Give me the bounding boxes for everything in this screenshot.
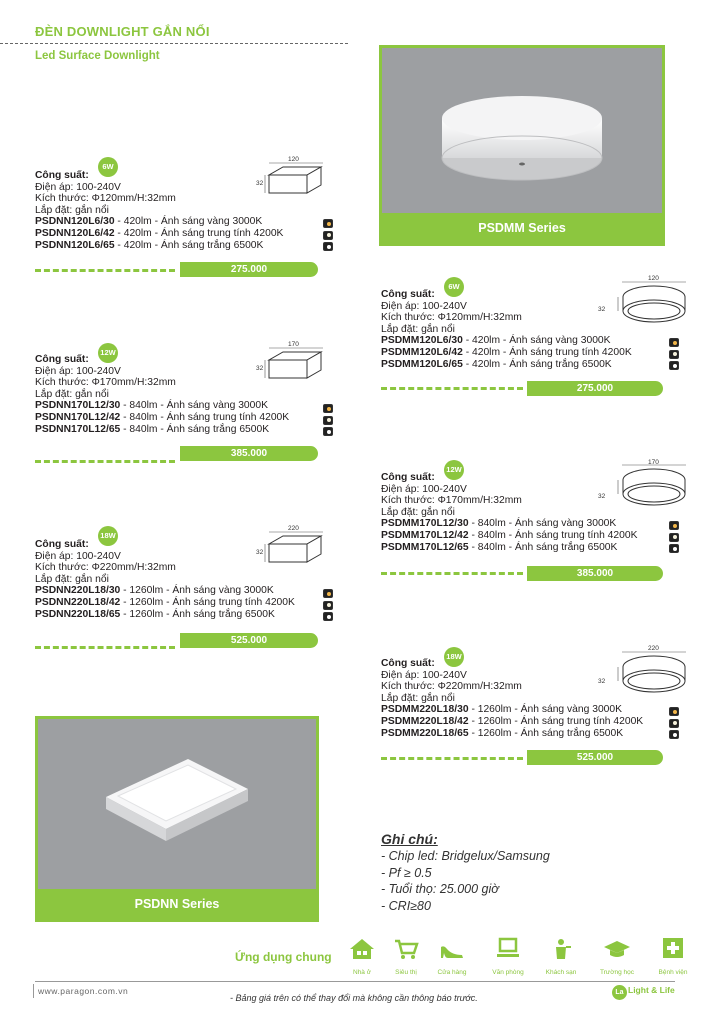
warm-light-icon	[669, 707, 679, 716]
model-row	[381, 716, 643, 728]
cool-light-icon	[669, 361, 679, 370]
warm-light-icon	[323, 589, 333, 598]
model-desc: - 420lm - Ánh sáng trắng 6500K	[462, 358, 612, 370]
voltage-text: Điện áp: 100-240V	[35, 550, 121, 562]
model-code: PSDNN220L18/65	[35, 608, 121, 620]
model-code: PSDMM120L6/42	[381, 346, 463, 358]
model-code: PSDMM170L12/65	[381, 541, 469, 553]
model-row	[35, 609, 295, 621]
application-label: Nhà ở	[353, 969, 371, 976]
voltage-text: Điện áp: 100-240V	[35, 365, 121, 377]
cool-light-icon	[323, 612, 333, 621]
website-link[interactable]: www.paragon.com.vn	[38, 986, 129, 996]
wattage-badge: 12W	[98, 343, 118, 363]
dim-width: 170	[648, 459, 659, 466]
size-text: Kích thước: Φ120mm/H:32mm	[35, 193, 176, 205]
psdnn-series-label: PSDNN Series	[38, 889, 316, 919]
dashed-separator	[381, 757, 523, 760]
round-dimension-drawing	[612, 274, 690, 336]
model-row	[381, 359, 632, 371]
wattage-badge: 6W	[98, 157, 118, 177]
model-row	[35, 216, 283, 228]
color-temp-swatches	[323, 589, 335, 624]
model-code: PSDNN220L18/30	[35, 585, 121, 597]
warm-light-icon	[669, 521, 679, 530]
price-tag: 525.000	[527, 750, 663, 765]
size-text: Kích thước: Φ170mm/H:32mm	[35, 377, 176, 389]
voltage-text: Điện áp: 100-240V	[381, 483, 467, 495]
color-temp-swatches	[669, 338, 681, 373]
model-code: PSDNN170L12/65	[35, 423, 121, 435]
wattage-badge: 18W	[98, 526, 118, 546]
model-desc: - 420lm - Ánh sáng trung tính 4200K	[114, 227, 284, 239]
wattage-badge: 18W	[444, 647, 464, 667]
round-dimension-drawing	[612, 644, 690, 706]
warm-light-icon	[669, 338, 679, 347]
model-desc: - 1260lm - Ánh sáng vàng 3000K	[120, 585, 274, 597]
warm-light-icon	[323, 404, 333, 413]
dim-width: 120	[288, 156, 299, 163]
model-row	[381, 518, 637, 530]
mount-text: Lắp đặt: gắn nổi	[381, 506, 455, 518]
mount-text: Lắp đặt: gắn nổi	[381, 692, 455, 704]
color-temp-swatches	[323, 404, 335, 439]
hotel-staff-icon	[547, 937, 575, 961]
applications-title: Ứng dụng chung	[235, 950, 332, 964]
application-label: Văn phòng	[492, 969, 524, 976]
dim-width: 170	[288, 341, 299, 348]
model-code: PSDMM220L18/30	[381, 704, 469, 716]
price-tag: 275.000	[527, 381, 663, 396]
dim-height: 32	[598, 306, 606, 313]
dashed-separator	[35, 646, 175, 649]
model-desc: - 840lm - Ánh sáng trắng 6500K	[468, 541, 618, 553]
psdmm-spec-12w	[381, 472, 637, 553]
model-row	[381, 335, 632, 347]
model-desc: - 1260lm - Ánh sáng trắng 6500K	[468, 727, 624, 739]
office-desk-icon	[494, 937, 522, 961]
cool-light-icon	[669, 730, 679, 739]
application-hotel	[535, 937, 587, 976]
price-tag: 525.000	[180, 633, 318, 648]
notes-block	[381, 830, 550, 914]
model-desc: - 840lm - Ánh sáng trắng 6500K	[120, 423, 270, 435]
application-label: Siêu thị	[395, 969, 417, 976]
dim-height: 32	[256, 549, 264, 556]
mount-text: Lắp đặt: gắn nổi	[35, 573, 109, 585]
model-code: PSDMM170L12/30	[381, 518, 469, 530]
psdnn-spec-12w	[35, 354, 289, 435]
round-downlight-image	[382, 48, 662, 213]
model-code: PSDNN170L12/42	[35, 411, 121, 423]
model-row	[381, 347, 632, 359]
model-desc: - 840lm - Ánh sáng vàng 3000K	[468, 518, 617, 530]
model-row	[35, 597, 295, 609]
model-row	[35, 228, 283, 240]
graduation-cap-icon	[603, 937, 631, 961]
application-label: Khách sạn	[545, 969, 577, 976]
price-tag: 275.000	[180, 262, 318, 277]
neutral-light-icon	[323, 231, 333, 240]
cool-light-icon	[323, 427, 333, 436]
power-label: Công suất:	[35, 539, 89, 550]
dashed-separator	[381, 387, 523, 390]
model-desc: - 840lm - Ánh sáng trung tính 4200K	[468, 529, 638, 541]
mount-text: Lắp đặt: gắn nổi	[381, 323, 455, 335]
mount-text: Lắp đặt: gắn nổi	[35, 388, 109, 400]
model-row	[35, 424, 289, 436]
dim-height: 32	[598, 493, 606, 500]
model-desc: - 420lm - Ánh sáng trung tính 4200K	[462, 346, 632, 358]
model-code: PSDNN120L6/30	[35, 216, 115, 228]
price-tag: 385.000	[180, 446, 318, 461]
high-heel-icon	[438, 937, 466, 961]
model-code: PSDMM120L6/30	[381, 335, 463, 347]
price-disclaimer: - Bảng giá trên có thể thay đổi mà không cần thông báo trước.	[230, 993, 478, 1003]
power-label: Công suất:	[381, 472, 435, 483]
model-code: PSDNN170L12/30	[35, 400, 121, 412]
neutral-light-icon	[323, 416, 333, 425]
neutral-light-icon	[669, 350, 679, 359]
model-row	[35, 400, 289, 412]
voltage-text: Điện áp: 100-240V	[381, 669, 467, 681]
model-code: PSDNN120L6/65	[35, 239, 115, 251]
model-row	[35, 240, 283, 252]
psdnn-spec-6w	[35, 170, 283, 251]
round-dimension-drawing	[612, 457, 690, 519]
psdmm-spec-6w	[381, 289, 632, 370]
model-row	[35, 412, 289, 424]
application-label: Bệnh viện	[658, 969, 688, 976]
model-code: PSDMM170L12/42	[381, 529, 469, 541]
page-subtitle: Led Surface Downlight	[35, 50, 160, 62]
color-temp-swatches	[669, 707, 681, 742]
model-desc: - 1260lm - Ánh sáng trung tính 4200K	[120, 596, 295, 608]
brand-tagline: Light & Life	[628, 985, 675, 995]
dim-height: 32	[256, 180, 264, 187]
shopping-cart-icon	[392, 937, 420, 961]
house-icon	[348, 937, 376, 961]
square-downlight-image	[38, 719, 316, 889]
cool-light-icon	[669, 544, 679, 553]
mount-text: Lắp đặt: gắn nổi	[35, 204, 109, 216]
application-school	[591, 937, 643, 976]
psdmm-spec-18w	[381, 658, 643, 739]
size-text: Kích thước: Φ170mm/H:32mm	[381, 495, 522, 507]
neutral-light-icon	[323, 601, 333, 610]
model-desc: - 1260lm - Ánh sáng trung tính 4200K	[468, 715, 644, 727]
voltage-text: Điện áp: 100-240V	[35, 181, 121, 193]
model-row	[381, 542, 637, 554]
note-line: - Pf ≥ 0.5	[381, 865, 432, 880]
header-divider	[0, 43, 348, 44]
warm-light-icon	[323, 219, 333, 228]
power-label: Công suất:	[35, 170, 89, 181]
neutral-light-icon	[669, 533, 679, 542]
note-line: - Chip led: Bridgelux/Samsung	[381, 849, 550, 863]
model-desc: - 1260lm - Ánh sáng vàng 3000K	[468, 704, 622, 716]
notes-heading: Ghi chú:	[381, 831, 438, 847]
model-code: PSDMM220L18/42	[381, 715, 469, 727]
model-row	[381, 728, 643, 740]
note-line: - CRI≥80	[381, 898, 431, 913]
model-desc: - 420lm - Ánh sáng vàng 3000K	[114, 216, 263, 228]
dashed-separator	[381, 572, 523, 575]
psdmm-series-label: PSDMM Series	[382, 213, 662, 243]
wattage-badge: 6W	[444, 277, 464, 297]
website-marker	[33, 984, 34, 998]
application-label: Trường học	[599, 969, 635, 976]
dim-width: 220	[288, 525, 299, 532]
power-label: Công suất:	[381, 658, 435, 669]
neutral-light-icon	[669, 719, 679, 728]
psdmm-photo-panel	[379, 45, 665, 246]
model-code: PSDMM220L18/65	[381, 727, 469, 739]
model-desc: - 420lm - Ánh sáng trắng 6500K	[114, 239, 264, 251]
medical-cross-icon	[659, 937, 687, 961]
application-hospital	[647, 937, 699, 976]
color-temp-swatches	[323, 219, 335, 254]
model-code: PSDNN220L18/42	[35, 596, 121, 608]
application-store	[426, 937, 478, 976]
model-row	[35, 585, 295, 597]
application-supermarket	[380, 937, 432, 976]
size-text: Kích thước: Φ220mm/H:32mm	[35, 562, 176, 574]
size-text: Kích thước: Φ220mm/H:32mm	[381, 681, 522, 693]
footer-divider	[35, 981, 675, 982]
dim-height: 32	[598, 678, 606, 685]
dashed-separator	[35, 269, 175, 272]
model-code: PSDNN120L6/42	[35, 227, 115, 239]
dim-height: 32	[256, 365, 264, 372]
model-code: PSDMM120L6/65	[381, 358, 463, 370]
application-office	[482, 937, 534, 976]
color-temp-swatches	[669, 521, 681, 556]
model-desc: - 420lm - Ánh sáng vàng 3000K	[462, 335, 611, 347]
model-row	[381, 530, 637, 542]
power-label: Công suất:	[381, 289, 435, 300]
application-label: Cửa hàng	[437, 969, 467, 976]
psdnn-photo-panel	[35, 716, 319, 922]
size-text: Kích thước: Φ120mm/H:32mm	[381, 312, 522, 324]
dim-width: 120	[648, 275, 659, 282]
voltage-text: Điện áp: 100-240V	[381, 300, 467, 312]
power-label: Công suất:	[35, 354, 89, 365]
note-line: - Tuổi thọ: 25.000 giờ	[381, 882, 499, 896]
model-desc: - 840lm - Ánh sáng vàng 3000K	[120, 400, 268, 412]
price-tag: 385.000	[527, 566, 663, 581]
cool-light-icon	[323, 242, 333, 251]
model-desc: - 840lm - Ánh sáng trung tính 4200K	[120, 411, 290, 423]
dim-width: 220	[648, 645, 659, 652]
brand-logo-icon: La	[612, 985, 627, 1000]
model-row	[381, 704, 643, 716]
page-title: ĐÈN DOWNLIGHT GẮN NỔI	[35, 24, 210, 39]
dashed-separator	[35, 460, 175, 463]
wattage-badge: 12W	[444, 460, 464, 480]
model-desc: - 1260lm - Ánh sáng trắng 6500K	[120, 608, 275, 620]
